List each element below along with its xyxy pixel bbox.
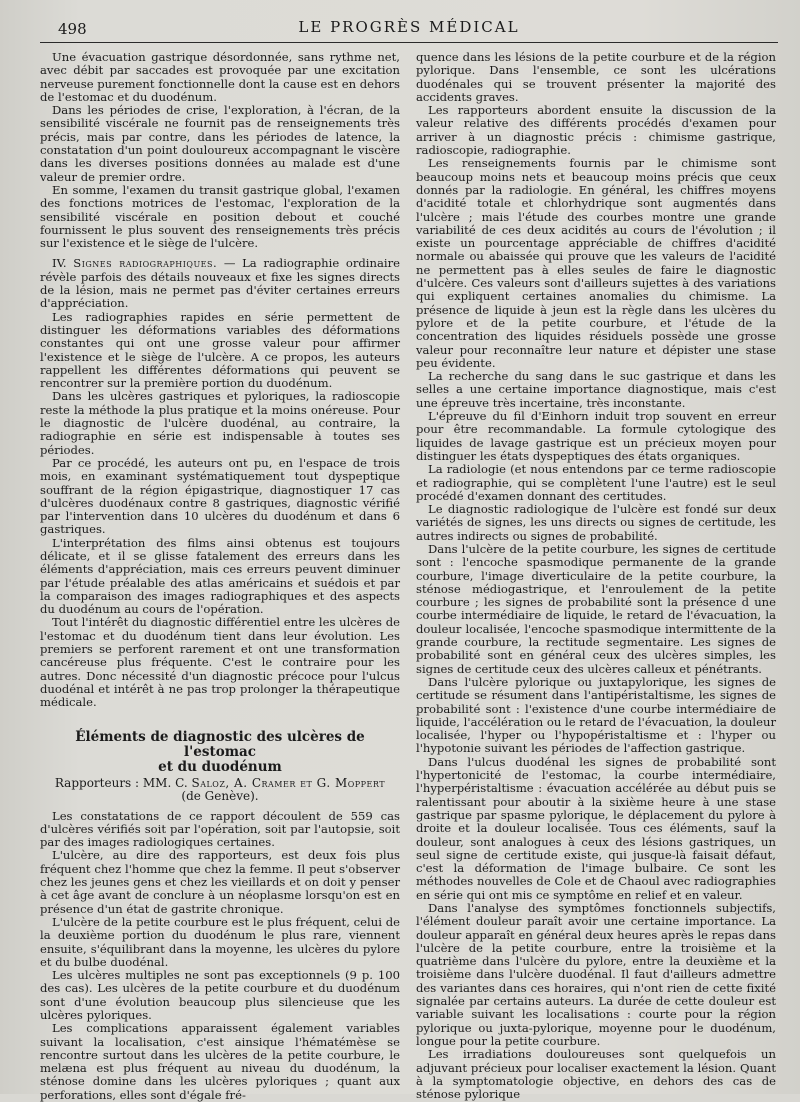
paragraph: La radiologie (et nous entendons par ce terme radioscopie et radiographie, qui se complètent l'une l'autre) est le seul procédé d'examen donnant des certitudes.: [416, 462, 776, 503]
rapporteurs-names: Saloz, A. Cramer et G. Moppert: [191, 775, 386, 790]
rapporteurs-location: (de Genève).: [181, 789, 259, 804]
paragraph: L'interprétation des films ainsi obtenus est toujours délicate, et il se glisse fatalement des erreurs dans les éléments d'appréciation, mais ces erreurs peuvent diminuer par l'étude préalable des atlas américains et suédois et par la comparaison des images radiographiques et des aspects du duodénum au cours de l'opération.: [40, 535, 400, 617]
section-iv-number: IV.: [52, 256, 67, 271]
paragraph: L'ulcère, au dire des rapporteurs, est deux fois plus fréquent chez l'homme que chez la femme. Il peut s'observer chez les jeunes gens et chez les vieillards et on doit y penser à cet âge avant de conclure à un néoplasme lorsqu'on est en présence d'un état de gastrite chronique.: [40, 848, 400, 916]
paragraph: Dans l'ulcus duodénal les signes de probabilité sont l'hypertonicité de l'estomac, la courbe intermédiaire, l'hyperpéristaltisme : évacuation accélérée au début puis se ralentissant pour aboutir à la sixième heure à une stase gastrique par spasme pylorique, le déplacement du pylore à droite et la douleur localisée. Tous ces éléments, sauf la douleur, sont analogues à ceux des lésions gastriques, un seul signe de certitude existe, qui jusque-là faisait défaut, c'est la déformation de l'image bulbaire. Ce sont les méthodes nouvelles de Cole et de Chaoul avec radiographies en série qui ont mis ce symptôme en relief et en valeur.: [416, 754, 776, 902]
running-title: LE PROGRÈS MÉDICAL: [298, 18, 520, 36]
paragraph: Dans l'analyse des symptômes fonctionnels subjectifs, l'élément douleur paraît avoir une certaine importance. La douleur apparaît en général deux heures après le repas dans l'ulcère de la petite courbure, entre la troisième et la quatrième dans l'ulcère du pylore, entre la deuxième et la troisième dans l'ulcère duodénal. Il faut d'ailleurs admettre des variantes dans ces horaires, qui n'ont rien de cette fixité signalée par certains auteurs. La durée de cette douleur est variable suivant les localisations : courte pour la région pylorique ou juxta-pylorique, moyenne pour le duodénum, longue pour la petite courbure.: [416, 901, 776, 1048]
two-column-body: [40, 50, 778, 1102]
paragraph: Le diagnostic radiologique de l'ulcère est fondé sur deux variétés de signes, les uns directs ou signes de certitude, les autres indirects ou signes de probabilité.: [416, 502, 776, 543]
section-title-line-1: Éléments de diagnostic des ulcères de l'estomac: [75, 728, 365, 760]
paragraph: Tout l'intérêt du diagnostic différentiel entre les ulcères de l'estomac et du duodénum tient dans leur évolution. Les premiers se perforent rarement et ont une transformation cancéreuse plus fréquente. C'est le contraire pour les autres. Donc nécessité d'un diagnostic précoce pour l'ulcus duodénal et intérêt à ne pas trop prolonger la thérapeutique médicale.: [40, 615, 400, 710]
paragraph: Par ce procédé, les auteurs ont pu, en l'espace de trois mois, en examinant systématiquement tout dyspeptique souffrant de la région épigastrique, diagnostiquer 17 cas d'ulcères duodénaux contre 8 gastriques, diagnostic vérifié par l'intervention dans 10 ulcères du duodénum et dans 6 gastriques.: [40, 455, 400, 537]
section-iv-paragraph: [40, 257, 400, 310]
page-header: [40, 18, 778, 43]
rapporteurs-label: Rapporteurs : MM. C.: [54, 775, 192, 790]
page-number: 498: [58, 20, 87, 38]
section-title-line-2: et du duodénum: [158, 758, 282, 775]
paragraph: Les constatations de ce rapport découlent de 559 cas d'ulcères vérifiés soit par l'opération, soit par l'autopsie, soit par des images radiologiques certaines.: [40, 808, 400, 850]
left-column: [40, 50, 400, 1102]
paragraph: Dans l'ulcère de la petite courbure, les signes de certitude sont : l'encoche spasmodique permanente de la grande courbure, l'image diverticulaire de la petite courbure, la sténose médiogastrique, et l'enroulement de la petite courbure ; les signes de probabilité sont la présence d une courbe intermédiaire de liquide, le retard de l'évacuation, la douleur localisée, l'encoche spasmodique intermittente de la grande courbure, la rectitude segmentaire. Les signes de probabilité sont en général ceux des ulcères simples, les signes de certitude ceux des ulcères calleux et pénétrants.: [416, 541, 776, 676]
paragraph: Les radiographies rapides en série permettent de distinguer les déformations variables des déformations constantes qui ont une grosse valeur pour affirmer l'existence et le siège de l'ulcère. A ce propos, les auteurs rappellent les différentes déformations qui peuvent se rencontrer sur la première portion du duodénum.: [40, 309, 400, 391]
paragraph: Dans les ulcères gastriques et pyloriques, la radioscopie reste la méthode la plus pratique et la moins onéreuse. Pour le diagnostic de l'ulcère duodénal, au contraire, la radiographie en série est indispensable à toutes ses périodes.: [40, 389, 400, 457]
paragraph: Les rapporteurs abordent ensuite la discussion de la valeur relative des différents procédés d'examen pour arriver à un diagnostic précis : chimisme gastrique, radioscopie, radiographie.: [416, 103, 776, 158]
paragraph: L'ulcère de la petite courbure est le plus fréquent, celui de la deuxième portion du duodénum le plus rare, viennent ensuite, s'équilibrant dans la moyenne, les ulcères du pylore et du bulbe duodénal.: [40, 914, 400, 969]
paragraph: Les renseignements fournis par le chimisme sont beaucoup moins nets et beaucoup moins précis que ceux donnés par la radiologie. En général, les chiffres moyens d'acidité totale et chlorhydrique sont augmentés dans l'ulcère ; mais l'étude des courbes montre une grande variabilité de ces deux acidités au cours de l'évolution ; il existe un pourcentage appréciable de chiffres d'acidité normale ou abaissée qui prouve que les valeurs de l'acidité ne permettent pas à elles seules de faire le diagnostic d'ulcère. Ces valeurs sont d'ailleurs sujettes à des variations qui expliquent certaines anomalies du chimisme. La présence de liquide à jeun est la règle dans les ulcères du pylore et de la petite courbure, et l'étude de la concentration des liquides résiduels possède une grosse valeur pour reconnaître leur nature et dépister une stase peu évidente.: [416, 156, 776, 370]
paragraph: Les ulcères multiples ne sont pas exceptionnels (9 p. 100 des cas). Les ulcères de la petite courbure et du duodénum sont d'une évolution beaucoup plus silencieuse que les ulcères pyloriques.: [40, 968, 400, 1022]
section-iv-intro: — La radiographie ordinaire révèle parfois des détails nouveaux et fixe les signes directs de la lésion, mais ne permet pas d'éviter certaines erreurs d'appréciation.: [40, 256, 400, 311]
paragraph: Les irradiations douloureuses sont quelquefois un adjuvant précieux pour localiser exactement la lésion. Quant à la symptomatologie objective, en dehors des cas de sténose pylorique: [416, 1047, 776, 1102]
paragraph: Les complications apparaissent également variables suivant la localisation, c'est ainsique l'hématémèse se rencontre surtout dans les ulcères de la petite courbure, le melæna est plus fréquent au niveau du duodénum, la sténose domine dans les ulcères pyloriques ; quant aux perforations, elles sont d'égale fré-: [40, 1021, 400, 1102]
section-iv-heading: Signes radiographiques.: [73, 256, 218, 271]
paragraph: L'épreuve du fil d'Einhorn induit trop souvent en erreur pour être recommandable. La formule cytologique des liquides de lavage gastrique est un précieux moyen pour distinguer les états dyspeptiques des états organiques.: [416, 409, 776, 463]
paragraph: Une évacuation gastrique désordonnée, sans rythme net, avec débit par saccades est provoquée par une excitation nerveuse purement fonctionnelle dont la cause est en dehors de l'estomac et du duodénum.: [40, 50, 400, 104]
paragraph-continued: quence dans les lésions de la petite courbure et de la région pylorique. Dans l'ensemble, ce sont les ulcérations duodénales qui se trouvent présenter la majorité des accidents graves.: [416, 50, 776, 104]
section-title: [40, 730, 400, 775]
paragraph: En somme, l'examen du transit gastrique global, l'examen des fonctions motrices de l'estomac, l'exploration de la sensibilité viscérale en position debout et couché fournissent le plus souvent des renseignements très précis sur l'existence et le siège de l'ulcère.: [40, 182, 400, 251]
right-column: [416, 50, 776, 1102]
rapporteurs: [40, 777, 400, 804]
paragraph: Dans les périodes de crise, l'exploration, à l'écran, de la sensibilité viscérale ne fournit pas de renseignements très précis, mais par contre, dans les périodes de latence, la constatation d'un point douloureux accompagnant le viscère dans les diverses positions données au malade est d'une valeur de premier ordre.: [40, 103, 400, 184]
paragraph: La recherche du sang dans le suc gastrique et dans les selles a une certaine importance diagnostique, mais c'est une épreuve très incertaine, très inconstante.: [416, 369, 776, 410]
paragraph: Dans l'ulcère pylorique ou juxtapylorique, les signes de certitude se résument dans l'antipéristaltisme, les signes de probabilité sont : l'existence d'une courbe intermédiaire de liquide, l'accélération ou le retard de l'évacuation, la douleur localisée, l'hyper ou l'hypopéristaltisme et : l'hyper ou l'hypotonie suivant les périodes de l'affection gastrique.: [416, 674, 776, 756]
